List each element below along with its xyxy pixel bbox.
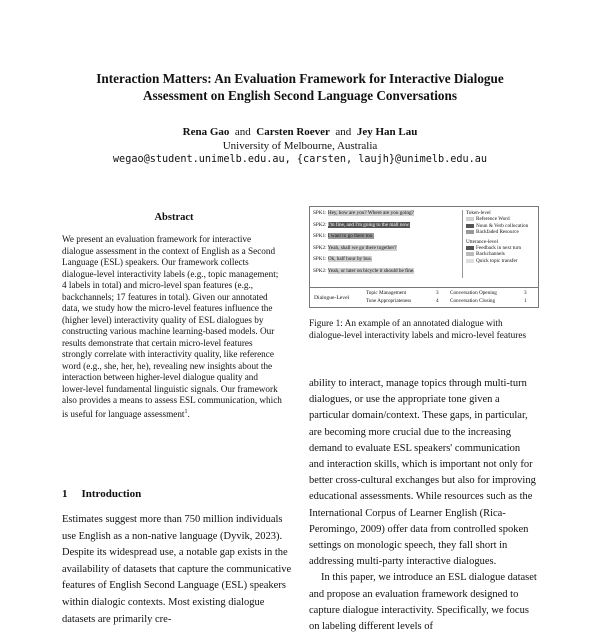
dialogue-level-labels bbox=[310, 287, 538, 308]
author-1: Rena Gao bbox=[182, 126, 230, 138]
abstract-section bbox=[62, 212, 286, 420]
and-word-1: and bbox=[234, 126, 251, 138]
legend-item: Backchannels bbox=[466, 251, 538, 257]
dialogue-score: 3 bbox=[524, 290, 527, 296]
author-2: Carsten Roever bbox=[256, 126, 330, 138]
legend-title: Utterance-level bbox=[466, 238, 498, 245]
affiliation: University of Melbourne, Australia bbox=[222, 140, 378, 152]
figure-legend bbox=[462, 210, 538, 278]
author-3: Jey Han Lau bbox=[356, 126, 418, 138]
section-title: Introduction bbox=[81, 488, 142, 500]
paper-title bbox=[60, 70, 540, 104]
author-emails: wegao@student.unimelb.edu.au, {carsten, laujh}@unimelb.edu.au bbox=[112, 154, 488, 165]
dialogue-turn: SPK2: Yeah, shall we go there together? bbox=[313, 244, 397, 251]
dialogue-turn: SPK1: I want to go there too. bbox=[313, 233, 374, 239]
paragraph: ability to interact, manage topics through multi-turn dialogues, or use the appropriate tone given a particular domain/context. These gaps, in particular, are becoming more crucial due to the increasing demand to evaluate ESL speakers' communication and interaction skills, which is important not only for better cross-cultural exchanges but also for improving educational assessments. While resources such as the International Corpus of Learner English (Rica-Peromingo, 2009) offer data from controlled spoken settings on monologic speech, they fall short in addressing multi-party interactive dialogues. bbox=[309, 378, 536, 568]
and-word-2: and bbox=[335, 126, 352, 138]
legend-item: Noun & Verb collocation bbox=[466, 223, 538, 229]
legend-item: Feedback in next turn bbox=[466, 245, 538, 251]
abstract-heading: Abstract bbox=[154, 212, 194, 223]
paragraph: In this paper, we introduce an ESL dialogue dataset and propose an evaluation framework designed to capture dialogue interactivity. Specifically, we focus on labeling different levels of bbox=[309, 572, 537, 633]
section-number: 1 bbox=[62, 488, 68, 500]
title-line-2: Assessment on English Second Language Conversations bbox=[143, 88, 457, 103]
dialogue-level-label: Dialogue-Level bbox=[314, 295, 350, 301]
dialogue-turn: SPK1: Hey, how are you? Where are you going? bbox=[313, 210, 414, 216]
dialogue-score: 4 bbox=[436, 297, 439, 304]
legend-item: Reference Word bbox=[466, 216, 538, 222]
author-block bbox=[60, 125, 540, 167]
title-line-1: Interaction Matters: An Evaluation Framework for Interactive Dialogue bbox=[96, 71, 504, 86]
dialogue-score: 3 bbox=[436, 290, 439, 296]
footnote-mark[interactable]: 1 bbox=[184, 408, 188, 415]
dialogue-label: Tone Appropriateness bbox=[366, 297, 412, 304]
legend-item: Quick topic transfer bbox=[466, 258, 538, 264]
dialogue-label: Conversation Closing bbox=[450, 297, 496, 304]
legend-title: Token-level bbox=[466, 210, 491, 216]
introduction-text: Estimates suggest more than 750 million individuals use English as a non-native language (Dyvik, 2023). Despite its widespread use, a notable gap exists in the availability of datasets that capture the communicative features of English Second Language (ESL) speakers within dialogic contexts. Most existing dialogue datasets are primarily cre- bbox=[62, 514, 292, 625]
dialogue-label: Topic Management bbox=[366, 290, 407, 296]
dialogue-turn: SPK1: Ok, half hour by bus. bbox=[313, 256, 372, 262]
dialogue-score: 1 bbox=[524, 297, 527, 304]
abstract-text: We present an evaluation framework for interactive dialogue assessment in the context of English as a Second Language (ESL) speakers. Our framework collects dialogue-level interactivity labels (e.g., topic management; 4 labels in total) and micro-level span features (e.g., backchannels; 17 features in total). Given our annotated data, we study how the micro-level features influence the (higher level) interactivity quality of ESL dialogues by constructing various machine learning-based models. Our results demonstrate that certain micro-level features strongly correlate with interactivity quality, like reference word (e.g., she, her, he), revealing new insights about the interaction between higher-level dialogue quality and lower-level fundamental linguistic signals. Our framework also provides a means to assess ESL communication, which is useful for language assessment$^1$. bbox=[62, 234, 282, 419]
right-column-text bbox=[309, 376, 537, 635]
legend-item: Backfaded Resource bbox=[466, 229, 538, 235]
dialogue-label: Conversation Opening bbox=[450, 290, 497, 296]
figure-caption: Figure 1: An example of an annotated dialogue with dialogue-level interactivity labels and micro-level features bbox=[309, 319, 527, 341]
section-heading-introduction bbox=[62, 488, 141, 500]
dialogue-turn: SPK2: Yeah, or later on bicycle it should be fine. bbox=[313, 267, 415, 274]
figure-1 bbox=[309, 206, 539, 308]
dialogue-example bbox=[313, 210, 461, 279]
dialogue-turn: SPK2: I'm fine, and I'm going to the mall now. bbox=[313, 221, 410, 228]
